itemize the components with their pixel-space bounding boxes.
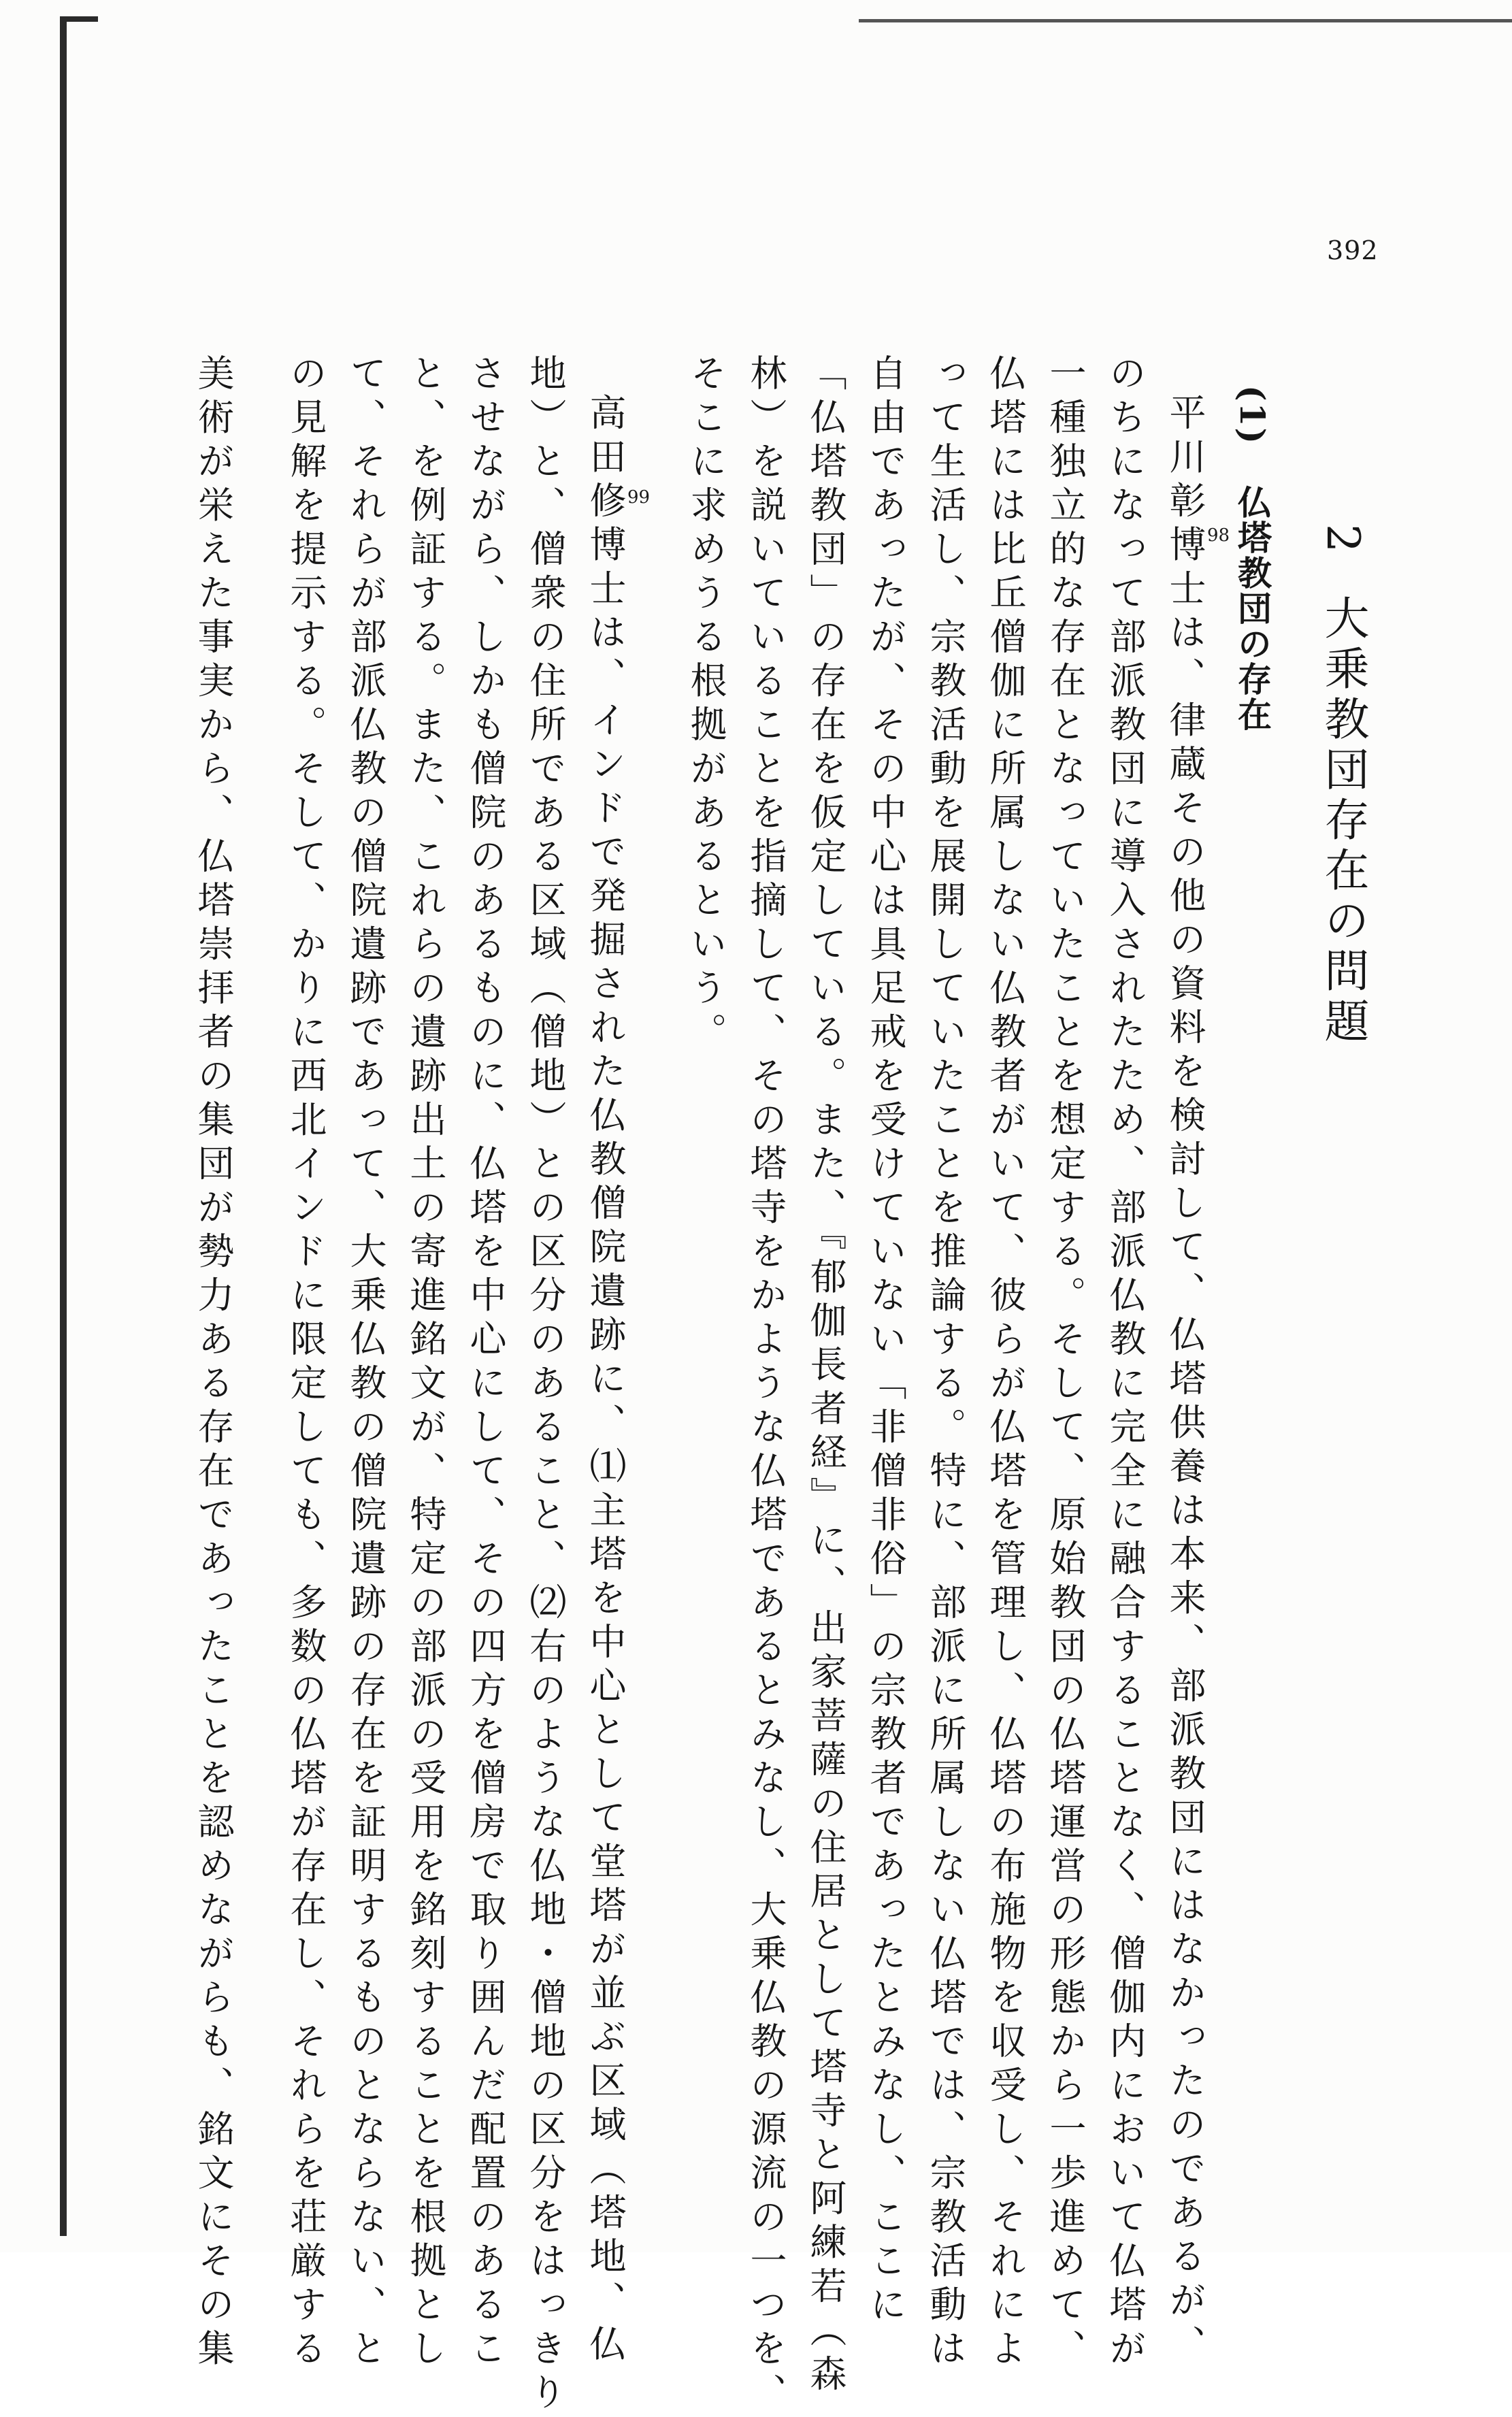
text-line-5: って生活し、宗教活動を展開していたことを推論する。特に、部派に所属しない仏塔では、宗教活動は xyxy=(924,354,967,2373)
text-line-4: 仏塔には比丘僧伽に所属しない仏教者がいて、彼らが仏塔を管理し、仏塔の布施物を収受し、それによ xyxy=(984,354,1027,2373)
text-line-14: て、それらが部派仏教の僧院遺跡であって、大乗仏教の僧院遺跡の存在を証明するものとならない、と xyxy=(344,354,387,2373)
text-line-1: 平川彰博士は、律蔵その他の資料を検討して、仏塔供養は本来、部派教団にはなかったのであるが、 xyxy=(1164,393,1206,2369)
text-line-8: 林）を説いていることを指摘して、その塔寺をかような仏塔であるとみなし、大乗仏教の源流の一つを、 xyxy=(744,354,787,2417)
text-line-11: 地）と、僧衆の住所である区域（僧地）との区分のあること、⑵右のような仏地・僧地の区分をはっきり xyxy=(524,354,567,2417)
text-line-13: と、を例証する。また、これらの遺跡出土の寄進銘文が、特定の部派の受用を銘刻することを根拠とし xyxy=(404,354,447,2373)
section-title: 仏塔教団の存在 xyxy=(1232,484,1272,733)
text-line-7: 「仏塔教団」の存在を仮定している。また、『郁伽長者経』に、出家菩薩の住居として塔寺と阿練若（森 xyxy=(804,354,847,2399)
binding-edge xyxy=(60,16,67,2236)
text-line-2: のちになって部派教団に導入されたため、部派仏教に完全に融合することなく、僧伽内において仏塔が xyxy=(1104,354,1147,2373)
text-line-10: 高田修博士は、インドで発掘された仏教僧院遺跡に、⑴主塔を中心として堂塔が並ぶ区域（塔地、仏 xyxy=(584,393,627,2369)
chapter-title: 大乗教団存在の問題 xyxy=(1317,595,1369,1048)
text-line-16: 美術が栄えた事実から、仏塔崇拝者の集団が勢力ある存在であったことを認めながらも、銘文にその集 xyxy=(192,354,235,2373)
page-number: 392 xyxy=(1327,235,1379,265)
top-rule xyxy=(859,19,1512,22)
text-line-12: させながら、しかも僧院のあるものに、仏塔を中心にして、その四方を僧房で取り囲んだ配置のあるこ xyxy=(464,354,507,2373)
section-number: (1) xyxy=(1232,385,1272,446)
section-heading xyxy=(1228,385,1277,732)
note-reference: 99 xyxy=(627,487,651,508)
text-line-6: 自由であったが、その中心は具足戒を受けていない「非僧非俗」の宗教者であったとみなし、ここに xyxy=(864,354,907,2329)
binding-edge-tick xyxy=(60,16,98,22)
chapter-number: 2 xyxy=(1317,524,1369,558)
note-reference: 98 xyxy=(1207,525,1230,546)
text-line-15: の見解を提示する。そして、かりに西北インドに限定しても、多数の仏塔が存在し、それらを荘厳する xyxy=(284,354,327,2373)
text-line-9: そこに求めうる根拠があるという。 xyxy=(685,354,727,1056)
chapter-heading xyxy=(1311,524,1375,1048)
text-line-3: 一種独立的な存在となっていたことを想定する。そして、原始教団の仏塔運営の形態から一歩進めて、 xyxy=(1044,354,1087,2373)
